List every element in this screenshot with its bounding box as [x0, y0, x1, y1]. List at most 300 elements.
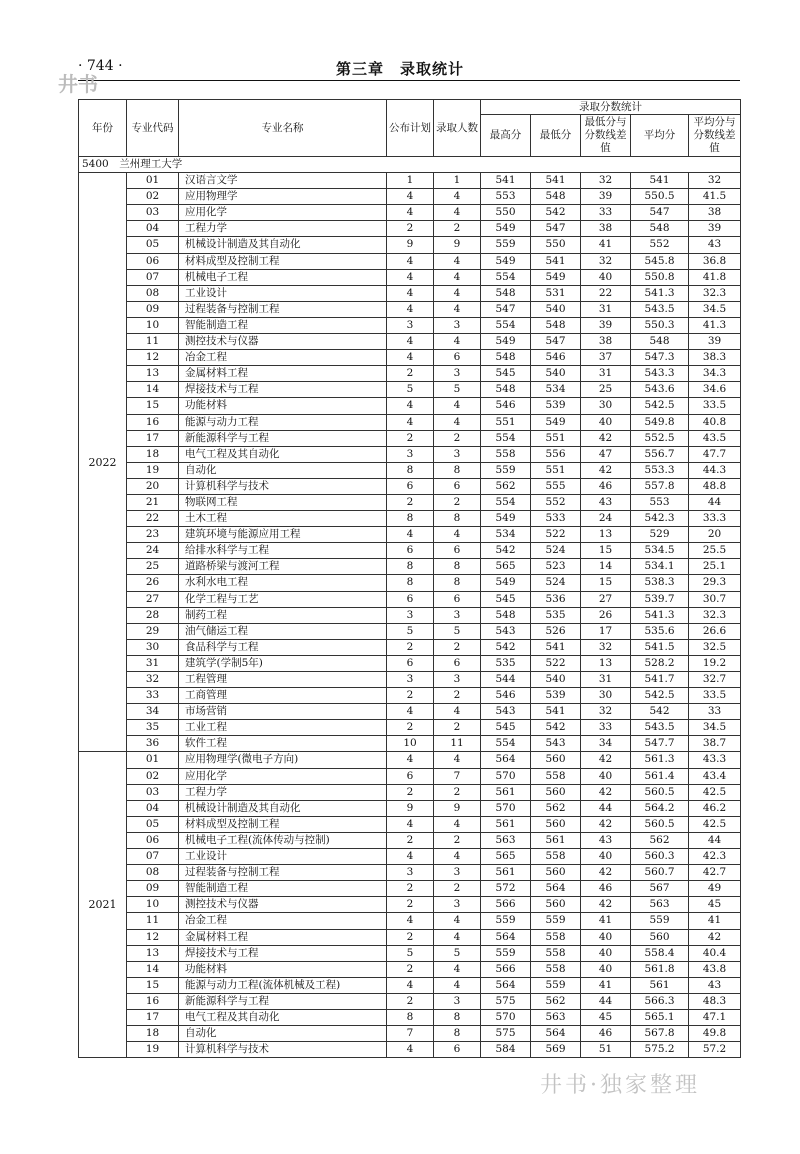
- max-cell: 541: [481, 173, 531, 189]
- avg-cell: 548: [631, 334, 689, 350]
- avg-cell: 543.6: [631, 382, 689, 398]
- code-cell: 31: [127, 655, 179, 671]
- plan-cell: 5: [387, 945, 434, 961]
- avg-diff-cell: 47.7: [689, 446, 741, 462]
- table-row: [79, 511, 741, 527]
- plan-cell: 4: [387, 334, 434, 350]
- plan-cell: 4: [387, 350, 434, 366]
- name-cell: 能源与动力工程: [179, 414, 387, 430]
- name-cell: 食品科学与工程: [179, 639, 387, 655]
- plan-cell: 3: [387, 317, 434, 333]
- plan-cell: 3: [387, 446, 434, 462]
- max-cell: 561: [481, 816, 531, 832]
- table-row: [79, 736, 741, 752]
- header-major-code: 专业代码: [127, 100, 179, 157]
- min-cell: 558: [531, 849, 581, 865]
- max-cell: 549: [481, 334, 531, 350]
- max-cell: 545: [481, 720, 531, 736]
- table-row: [79, 800, 741, 816]
- min-diff-cell: 44: [581, 800, 631, 816]
- avg-cell: 534.5: [631, 543, 689, 559]
- max-cell: 558: [481, 446, 531, 462]
- avg-cell: 549.8: [631, 414, 689, 430]
- plan-cell: 4: [387, 285, 434, 301]
- avg-diff-cell: 34.3: [689, 366, 741, 382]
- min-cell: 555: [531, 478, 581, 494]
- min-cell: 526: [531, 623, 581, 639]
- name-cell: 材料成型及控制工程: [179, 816, 387, 832]
- admitted-cell: 4: [434, 816, 481, 832]
- table-row: [79, 173, 741, 189]
- max-cell: 549: [481, 575, 531, 591]
- min-cell: 522: [531, 655, 581, 671]
- avg-diff-cell: 49.8: [689, 1026, 741, 1042]
- min-cell: 564: [531, 881, 581, 897]
- avg-cell: 561.8: [631, 961, 689, 977]
- table-row: [79, 269, 741, 285]
- table-row: [79, 849, 741, 865]
- code-cell: 14: [127, 961, 179, 977]
- max-cell: 563: [481, 832, 531, 848]
- code-cell: 26: [127, 575, 179, 591]
- admitted-cell: 4: [434, 189, 481, 205]
- table-row: [79, 382, 741, 398]
- min-cell: 535: [531, 607, 581, 623]
- code-cell: 19: [127, 1042, 179, 1058]
- table-row: [79, 945, 741, 961]
- admitted-cell: 5: [434, 623, 481, 639]
- name-cell: 新能源科学与工程: [179, 993, 387, 1009]
- plan-cell: 2: [387, 993, 434, 1009]
- admitted-cell: 2: [434, 720, 481, 736]
- avg-diff-cell: 30.7: [689, 591, 741, 607]
- min-diff-cell: 30: [581, 398, 631, 414]
- plan-cell: 4: [387, 189, 434, 205]
- avg-diff-cell: 32.5: [689, 639, 741, 655]
- admitted-cell: 4: [434, 269, 481, 285]
- admitted-cell: 7: [434, 768, 481, 784]
- table-row: [79, 543, 741, 559]
- code-cell: 18: [127, 446, 179, 462]
- avg-diff-cell: 44: [689, 832, 741, 848]
- avg-cell: 567.8: [631, 1026, 689, 1042]
- min-diff-cell: 38: [581, 221, 631, 237]
- admission-score-table: [78, 99, 741, 1058]
- code-cell: 10: [127, 897, 179, 913]
- min-diff-cell: 32: [581, 639, 631, 655]
- min-diff-cell: 42: [581, 462, 631, 478]
- min-diff-cell: 15: [581, 543, 631, 559]
- admitted-cell: 4: [434, 913, 481, 929]
- avg-diff-cell: 42.5: [689, 784, 741, 800]
- name-cell: 机械电子工程: [179, 269, 387, 285]
- table-row: [79, 993, 741, 1009]
- avg-cell: 556.7: [631, 446, 689, 462]
- table-row: [79, 881, 741, 897]
- table-row: [79, 366, 741, 382]
- max-cell: 549: [481, 253, 531, 269]
- admitted-cell: 8: [434, 511, 481, 527]
- name-cell: 化学工程与工艺: [179, 591, 387, 607]
- header-min-diff: 最低分与分数线差值: [581, 115, 631, 157]
- avg-cell: 539.7: [631, 591, 689, 607]
- min-diff-cell: 32: [581, 253, 631, 269]
- name-cell: 建筑环境与能源应用工程: [179, 527, 387, 543]
- code-cell: 17: [127, 1009, 179, 1025]
- table-row: [79, 929, 741, 945]
- avg-cell: 541.3: [631, 285, 689, 301]
- min-diff-cell: 41: [581, 237, 631, 253]
- max-cell: 559: [481, 945, 531, 961]
- name-cell: 自动化: [179, 462, 387, 478]
- plan-cell: 4: [387, 269, 434, 285]
- min-cell: 551: [531, 430, 581, 446]
- plan-cell: 9: [387, 800, 434, 816]
- avg-cell: 560.5: [631, 784, 689, 800]
- min-diff-cell: 46: [581, 881, 631, 897]
- plan-cell: 4: [387, 301, 434, 317]
- admitted-cell: 4: [434, 849, 481, 865]
- plan-cell: 2: [387, 720, 434, 736]
- avg-diff-cell: 34.5: [689, 301, 741, 317]
- table-row: [79, 784, 741, 800]
- code-cell: 15: [127, 398, 179, 414]
- code-cell: 02: [127, 189, 179, 205]
- min-cell: 556: [531, 446, 581, 462]
- avg-cell: 542.5: [631, 688, 689, 704]
- avg-diff-cell: 39: [689, 334, 741, 350]
- avg-cell: 543.3: [631, 366, 689, 382]
- avg-diff-cell: 42.5: [689, 816, 741, 832]
- avg-cell: 535.6: [631, 623, 689, 639]
- max-cell: 547: [481, 301, 531, 317]
- max-cell: 542: [481, 543, 531, 559]
- header-admitted: 录取人数: [434, 100, 481, 157]
- avg-cell: 541.5: [631, 639, 689, 655]
- avg-diff-cell: 33.5: [689, 398, 741, 414]
- plan-cell: 5: [387, 382, 434, 398]
- code-cell: 05: [127, 816, 179, 832]
- min-cell: 561: [531, 832, 581, 848]
- header-year: 年份: [79, 100, 127, 157]
- avg-diff-cell: 43: [689, 237, 741, 253]
- table-row: [79, 253, 741, 269]
- school-name: 5400 兰州理工大学: [79, 157, 741, 173]
- name-cell: 冶金工程: [179, 913, 387, 929]
- min-cell: 559: [531, 913, 581, 929]
- avg-cell: 541.3: [631, 607, 689, 623]
- admitted-cell: 8: [434, 1009, 481, 1025]
- avg-cell: 564.2: [631, 800, 689, 816]
- header-min: 最低分: [531, 115, 581, 157]
- min-cell: 560: [531, 784, 581, 800]
- plan-cell: 2: [387, 784, 434, 800]
- avg-cell: 567: [631, 881, 689, 897]
- avg-diff-cell: 38.3: [689, 350, 741, 366]
- admitted-cell: 4: [434, 929, 481, 945]
- avg-diff-cell: 48.3: [689, 993, 741, 1009]
- avg-cell: 534.1: [631, 559, 689, 575]
- min-diff-cell: 45: [581, 1009, 631, 1025]
- name-cell: 汉语言文学: [179, 173, 387, 189]
- table-row: [79, 816, 741, 832]
- admitted-cell: 8: [434, 559, 481, 575]
- admitted-cell: 6: [434, 543, 481, 559]
- table-row: [79, 205, 741, 221]
- avg-diff-cell: 36.8: [689, 253, 741, 269]
- plan-cell: 8: [387, 575, 434, 591]
- min-cell: 560: [531, 865, 581, 881]
- avg-diff-cell: 49: [689, 881, 741, 897]
- min-cell: 560: [531, 897, 581, 913]
- avg-diff-cell: 38: [689, 205, 741, 221]
- name-cell: 新能源科学与工程: [179, 430, 387, 446]
- code-cell: 06: [127, 253, 179, 269]
- code-cell: 08: [127, 285, 179, 301]
- admitted-cell: 4: [434, 253, 481, 269]
- min-diff-cell: 15: [581, 575, 631, 591]
- max-cell: 544: [481, 672, 531, 688]
- name-cell: 金属材料工程: [179, 929, 387, 945]
- plan-cell: 2: [387, 881, 434, 897]
- avg-diff-cell: 40.4: [689, 945, 741, 961]
- avg-diff-cell: 46.2: [689, 800, 741, 816]
- plan-cell: 4: [387, 977, 434, 993]
- table-row: [79, 350, 741, 366]
- table-row: [79, 832, 741, 848]
- avg-diff-cell: 42.7: [689, 865, 741, 881]
- table-row: [79, 301, 741, 317]
- min-cell: 543: [531, 736, 581, 752]
- admitted-cell: 8: [434, 575, 481, 591]
- min-diff-cell: 39: [581, 317, 631, 333]
- avg-diff-cell: 41.8: [689, 269, 741, 285]
- avg-diff-cell: 25.1: [689, 559, 741, 575]
- min-diff-cell: 42: [581, 897, 631, 913]
- plan-cell: 2: [387, 897, 434, 913]
- min-cell: 559: [531, 977, 581, 993]
- min-diff-cell: 37: [581, 350, 631, 366]
- max-cell: 534: [481, 527, 531, 543]
- min-cell: 542: [531, 720, 581, 736]
- code-cell: 20: [127, 478, 179, 494]
- avg-diff-cell: 48.8: [689, 478, 741, 494]
- plan-cell: 2: [387, 929, 434, 945]
- max-cell: 561: [481, 865, 531, 881]
- max-cell: 549: [481, 221, 531, 237]
- avg-cell: 543.5: [631, 720, 689, 736]
- plan-cell: 4: [387, 398, 434, 414]
- max-cell: 575: [481, 993, 531, 1009]
- min-cell: 540: [531, 301, 581, 317]
- avg-cell: 560: [631, 929, 689, 945]
- min-diff-cell: 40: [581, 945, 631, 961]
- avg-cell: 561.4: [631, 768, 689, 784]
- min-cell: 564: [531, 1026, 581, 1042]
- avg-cell: 550.5: [631, 189, 689, 205]
- table-row: [79, 607, 741, 623]
- avg-cell: 547: [631, 205, 689, 221]
- min-cell: 534: [531, 382, 581, 398]
- min-diff-cell: 46: [581, 1026, 631, 1042]
- name-cell: 机械设计制造及其自动化: [179, 800, 387, 816]
- admitted-cell: 2: [434, 881, 481, 897]
- avg-cell: 575.2: [631, 1042, 689, 1058]
- admitted-cell: 2: [434, 784, 481, 800]
- name-cell: 金属材料工程: [179, 366, 387, 382]
- code-cell: 16: [127, 993, 179, 1009]
- avg-cell: 560.3: [631, 849, 689, 865]
- name-cell: 焊接技术与工程: [179, 382, 387, 398]
- max-cell: 553: [481, 189, 531, 205]
- name-cell: 功能材料: [179, 398, 387, 414]
- min-diff-cell: 40: [581, 269, 631, 285]
- code-cell: 21: [127, 494, 179, 510]
- code-cell: 14: [127, 382, 179, 398]
- min-cell: 522: [531, 527, 581, 543]
- code-cell: 01: [127, 173, 179, 189]
- name-cell: 工商管理: [179, 688, 387, 704]
- min-diff-cell: 24: [581, 511, 631, 527]
- avg-diff-cell: 57.2: [689, 1042, 741, 1058]
- avg-diff-cell: 25.5: [689, 543, 741, 559]
- admitted-cell: 2: [434, 639, 481, 655]
- plan-cell: 2: [387, 366, 434, 382]
- plan-cell: 2: [387, 832, 434, 848]
- min-diff-cell: 42: [581, 784, 631, 800]
- avg-cell: 565.1: [631, 1009, 689, 1025]
- plan-cell: 2: [387, 494, 434, 510]
- table-row: [79, 977, 741, 993]
- table-row: [79, 720, 741, 736]
- code-cell: 10: [127, 317, 179, 333]
- table-row: [79, 1026, 741, 1042]
- admitted-cell: 4: [434, 301, 481, 317]
- name-cell: 机械电子工程(流体传动与控制): [179, 832, 387, 848]
- min-diff-cell: 43: [581, 494, 631, 510]
- table-row: [79, 768, 741, 784]
- code-cell: 32: [127, 672, 179, 688]
- name-cell: 材料成型及控制工程: [179, 253, 387, 269]
- min-diff-cell: 40: [581, 414, 631, 430]
- plan-cell: 8: [387, 559, 434, 575]
- min-cell: 547: [531, 221, 581, 237]
- name-cell: 测控技术与仪器: [179, 334, 387, 350]
- code-cell: 13: [127, 366, 179, 382]
- code-cell: 24: [127, 543, 179, 559]
- name-cell: 软件工程: [179, 736, 387, 752]
- plan-cell: 2: [387, 430, 434, 446]
- max-cell: 572: [481, 881, 531, 897]
- admitted-cell: 3: [434, 607, 481, 623]
- name-cell: 油气储运工程: [179, 623, 387, 639]
- name-cell: 水利水电工程: [179, 575, 387, 591]
- code-cell: 17: [127, 430, 179, 446]
- table-row: [79, 317, 741, 333]
- table-row: [79, 672, 741, 688]
- code-cell: 13: [127, 945, 179, 961]
- min-cell: 541: [531, 704, 581, 720]
- admitted-cell: 6: [434, 591, 481, 607]
- admitted-cell: 5: [434, 382, 481, 398]
- admitted-cell: 6: [434, 350, 481, 366]
- admitted-cell: 1: [434, 173, 481, 189]
- avg-diff-cell: 34.6: [689, 382, 741, 398]
- plan-cell: 1: [387, 173, 434, 189]
- name-cell: 过程装备与控制工程: [179, 301, 387, 317]
- name-cell: 市场营销: [179, 704, 387, 720]
- max-cell: 559: [481, 237, 531, 253]
- avg-diff-cell: 42: [689, 929, 741, 945]
- max-cell: 584: [481, 1042, 531, 1058]
- min-cell: 558: [531, 768, 581, 784]
- max-cell: 548: [481, 350, 531, 366]
- code-cell: 09: [127, 301, 179, 317]
- name-cell: 功能材料: [179, 961, 387, 977]
- header-major-name: 专业名称: [179, 100, 387, 157]
- max-cell: 548: [481, 285, 531, 301]
- min-cell: 569: [531, 1042, 581, 1058]
- min-cell: 562: [531, 800, 581, 816]
- name-cell: 应用化学: [179, 205, 387, 221]
- table-row: [79, 494, 741, 510]
- name-cell: 能源与动力工程(流体机械及工程): [179, 977, 387, 993]
- code-cell: 11: [127, 913, 179, 929]
- code-cell: 03: [127, 205, 179, 221]
- table-row: [79, 639, 741, 655]
- name-cell: 计算机科学与技术: [179, 1042, 387, 1058]
- avg-cell: 560.7: [631, 865, 689, 881]
- min-cell: 539: [531, 398, 581, 414]
- header-avg-diff: 平均分与分数线差值: [689, 115, 741, 157]
- plan-cell: 6: [387, 655, 434, 671]
- max-cell: 548: [481, 382, 531, 398]
- name-cell: 给排水科学与工程: [179, 543, 387, 559]
- admitted-cell: 4: [434, 205, 481, 221]
- min-diff-cell: 32: [581, 704, 631, 720]
- table-row: [79, 591, 741, 607]
- min-cell: 523: [531, 559, 581, 575]
- avg-diff-cell: 47.1: [689, 1009, 741, 1025]
- name-cell: 物联网工程: [179, 494, 387, 510]
- plan-cell: 4: [387, 913, 434, 929]
- min-cell: 562: [531, 993, 581, 1009]
- table-row: [79, 752, 741, 768]
- admitted-cell: 4: [434, 285, 481, 301]
- name-cell: 测控技术与仪器: [179, 897, 387, 913]
- code-cell: 16: [127, 414, 179, 430]
- admitted-cell: 4: [434, 961, 481, 977]
- avg-cell: 566.3: [631, 993, 689, 1009]
- table-row: [79, 623, 741, 639]
- name-cell: 工程管理: [179, 672, 387, 688]
- avg-cell: 541: [631, 173, 689, 189]
- min-diff-cell: 31: [581, 301, 631, 317]
- min-cell: 558: [531, 929, 581, 945]
- admitted-cell: 4: [434, 334, 481, 350]
- min-cell: 531: [531, 285, 581, 301]
- admitted-cell: 2: [434, 688, 481, 704]
- table-row: [79, 961, 741, 977]
- avg-diff-cell: 32.3: [689, 285, 741, 301]
- max-cell: 554: [481, 494, 531, 510]
- min-cell: 552: [531, 494, 581, 510]
- min-cell: 551: [531, 462, 581, 478]
- name-cell: 工业设计: [179, 849, 387, 865]
- min-diff-cell: 32: [581, 173, 631, 189]
- name-cell: 自动化: [179, 1026, 387, 1042]
- code-cell: 07: [127, 269, 179, 285]
